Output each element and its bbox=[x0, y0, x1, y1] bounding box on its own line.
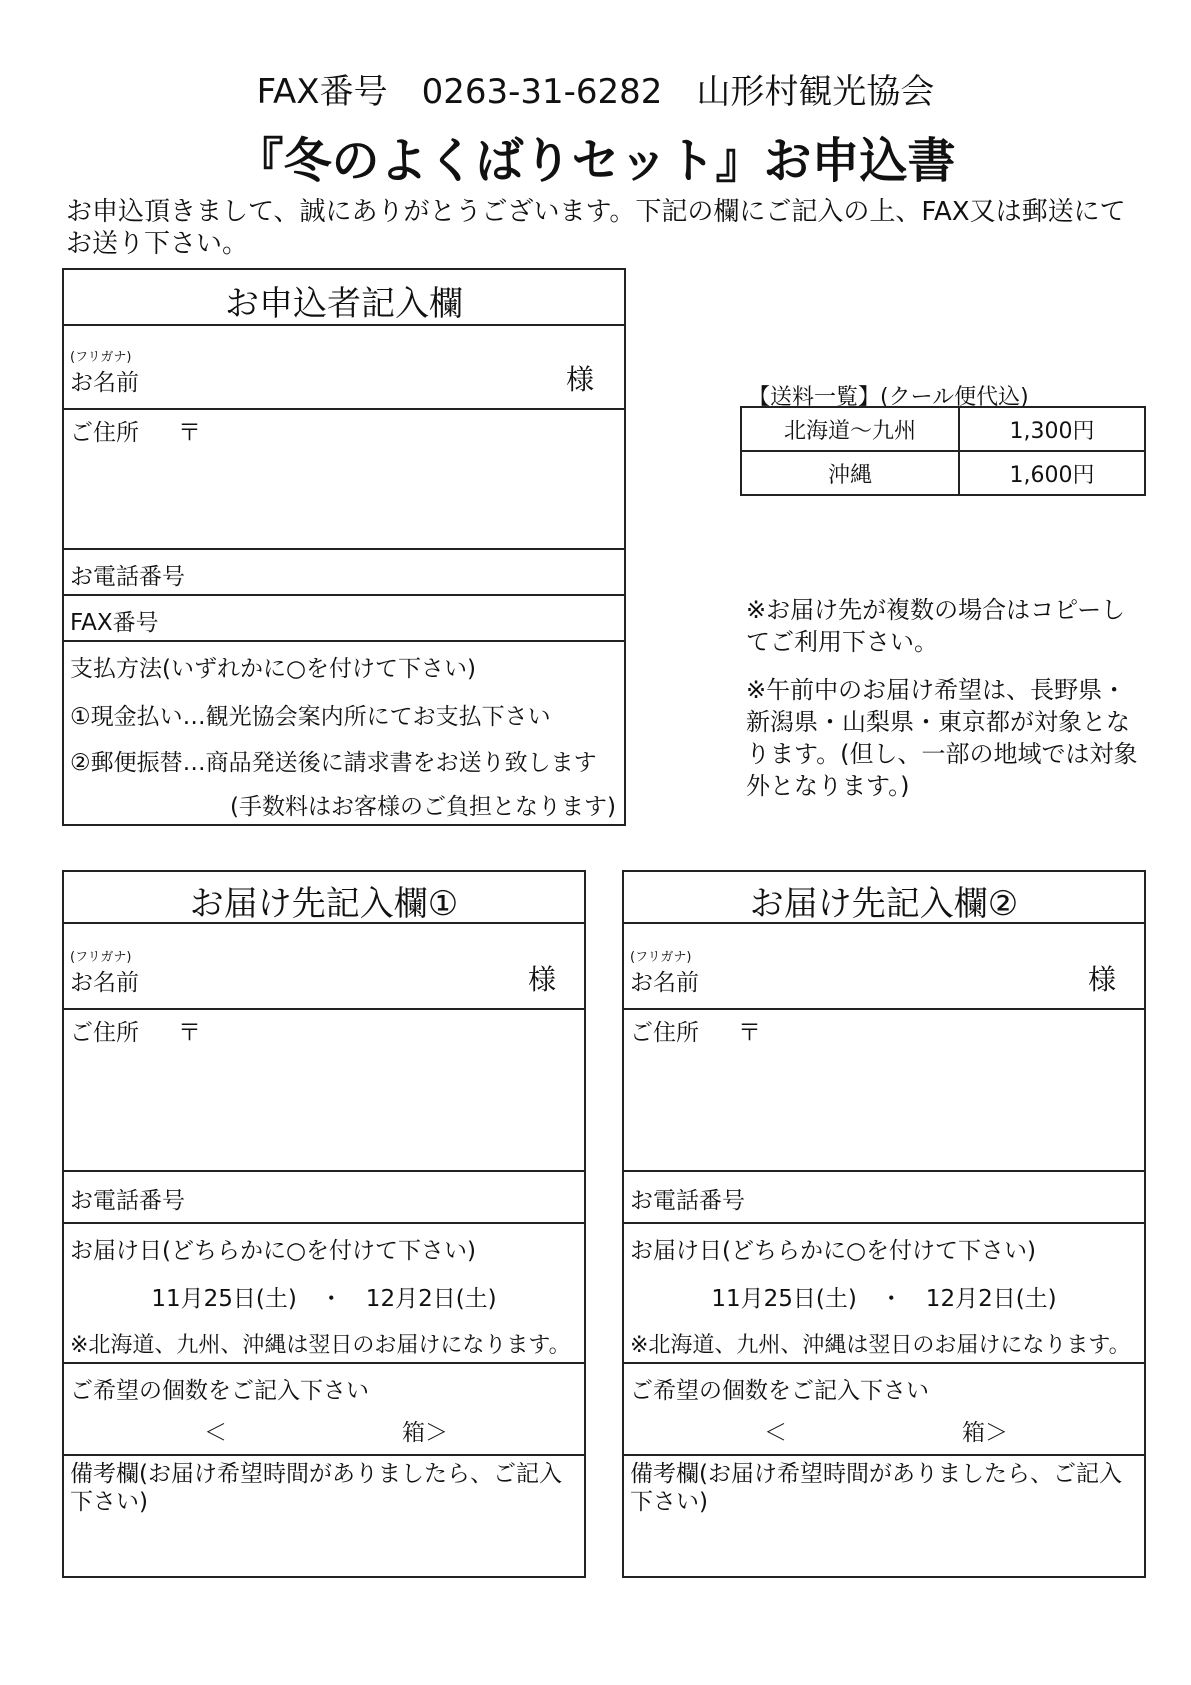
address-label: ご住所 bbox=[630, 1020, 699, 1046]
delivery-qty-row bbox=[624, 1362, 1144, 1454]
delivery-date-row bbox=[624, 1222, 1144, 1362]
furigana-label: (フリガナ) bbox=[70, 950, 132, 965]
remarks-label: 備考欄(お届け希望時間がありましたら、ご記入下さい) bbox=[70, 1461, 562, 1515]
delivery-section-2 bbox=[622, 870, 1146, 1578]
delivery-qty-row bbox=[64, 1362, 584, 1454]
name-label: お名前 bbox=[630, 970, 699, 996]
fax-header: FAX番号 0263-31-6282 山形村観光協会 bbox=[256, 72, 935, 112]
date-options[interactable]: 11月25日(土) ・ 12月2日(土) bbox=[151, 1286, 497, 1312]
applicant-phone-row[interactable] bbox=[64, 548, 624, 594]
applicant-heading: お申込者記入欄 bbox=[225, 284, 463, 324]
morning-note: ※午前中のお届け希望は、長野県・新潟県・山梨県・東京都が対象となります。(但し、一部の地域では対象外となります。) bbox=[746, 676, 1138, 800]
shipping-table bbox=[740, 406, 1146, 496]
delivery-address-row[interactable] bbox=[624, 1008, 1144, 1170]
applicant-fax-row[interactable] bbox=[64, 594, 624, 640]
payment-option-transfer[interactable]: ②郵便振替…商品発送後に請求書をお送り致します bbox=[70, 750, 597, 776]
shipping-region: 沖縄 bbox=[741, 451, 959, 495]
delivery-phone-row[interactable] bbox=[64, 1170, 584, 1222]
applicant-name-row[interactable] bbox=[64, 324, 624, 408]
payment-label: 支払方法(いずれかに○を付けて下さい) bbox=[70, 656, 477, 682]
shipping-row bbox=[741, 407, 1145, 451]
shipping-title: 【送料一覧】(クール便代込) bbox=[748, 385, 1029, 410]
qty-unit: 箱＞ bbox=[962, 1420, 1008, 1446]
payment-option-cash[interactable]: ①現金払い…観光協会案内所にてお支払下さい bbox=[70, 704, 551, 730]
delivery-remarks-row[interactable] bbox=[64, 1454, 584, 1576]
qty-open-bracket: ＜ bbox=[204, 1420, 227, 1446]
shipping-row bbox=[741, 451, 1145, 495]
page-title: 『冬のよくばりセット』お申込書 bbox=[235, 133, 956, 189]
furigana-label: (フリガナ) bbox=[70, 350, 132, 365]
delivery-address-row[interactable] bbox=[64, 1008, 584, 1170]
delivery-date-row bbox=[64, 1222, 584, 1362]
applicant-section bbox=[62, 268, 626, 826]
sama-label: 様 bbox=[1087, 963, 1116, 996]
furigana-label: (フリガナ) bbox=[630, 950, 692, 965]
sama-label: 様 bbox=[565, 363, 594, 396]
name-label: お名前 bbox=[70, 370, 139, 396]
address-label: ご住所 bbox=[70, 420, 139, 446]
postal-mark: 〒 bbox=[178, 420, 201, 446]
date-label: お届け日(どちらかに○を付けて下さい) bbox=[630, 1238, 1037, 1264]
qty-unit: 箱＞ bbox=[402, 1420, 448, 1446]
qty-label: ご希望の個数をご記入下さい bbox=[630, 1378, 929, 1404]
delivery-phone-row[interactable] bbox=[624, 1170, 1144, 1222]
delivery-name-row[interactable] bbox=[624, 922, 1144, 1008]
postal-mark: 〒 bbox=[738, 1020, 761, 1046]
postal-mark: 〒 bbox=[178, 1020, 201, 1046]
date-note: ※北海道、九州、沖縄は翌日のお届けになります。 bbox=[70, 1333, 571, 1358]
phone-label: お電話番号 bbox=[70, 564, 185, 590]
shipping-price: 1,300円 bbox=[959, 407, 1145, 451]
date-options[interactable]: 11月25日(土) ・ 12月2日(土) bbox=[711, 1286, 1057, 1312]
date-label: お届け日(どちらかに○を付けて下さい) bbox=[70, 1238, 477, 1264]
payment-fee-note: (手数料はお客様のご負担となります) bbox=[230, 794, 616, 820]
qty-label: ご希望の個数をご記入下さい bbox=[70, 1378, 369, 1404]
intro-text: お申込頂きまして、誠にありがとうございます。下記の欄にご記入の上、FAX又は郵送にてお送り下さい。 bbox=[66, 197, 1126, 259]
delivery-heading: お届け先記入欄② bbox=[749, 884, 1019, 924]
phone-label: お電話番号 bbox=[70, 1188, 185, 1214]
qty-open-bracket: ＜ bbox=[764, 1420, 787, 1446]
name-label: お名前 bbox=[70, 970, 139, 996]
phone-label: お電話番号 bbox=[630, 1188, 745, 1214]
shipping-price: 1,600円 bbox=[959, 451, 1145, 495]
delivery-heading: お届け先記入欄① bbox=[189, 884, 459, 924]
remarks-label: 備考欄(お届け希望時間がありましたら、ご記入下さい) bbox=[630, 1461, 1122, 1515]
copy-note: ※お届け先が複数の場合はコピーしてご利用下さい。 bbox=[746, 596, 1126, 656]
shipping-region: 北海道～九州 bbox=[741, 407, 959, 451]
applicant-payment-row bbox=[64, 640, 624, 824]
delivery-remarks-row[interactable] bbox=[624, 1454, 1144, 1576]
applicant-address-row[interactable] bbox=[64, 408, 624, 548]
delivery-section-1 bbox=[62, 870, 586, 1578]
delivery-name-row[interactable] bbox=[64, 922, 584, 1008]
fax-label: FAX番号 bbox=[70, 610, 159, 636]
sama-label: 様 bbox=[527, 963, 556, 996]
date-note: ※北海道、九州、沖縄は翌日のお届けになります。 bbox=[630, 1333, 1131, 1358]
address-label: ご住所 bbox=[70, 1020, 139, 1046]
